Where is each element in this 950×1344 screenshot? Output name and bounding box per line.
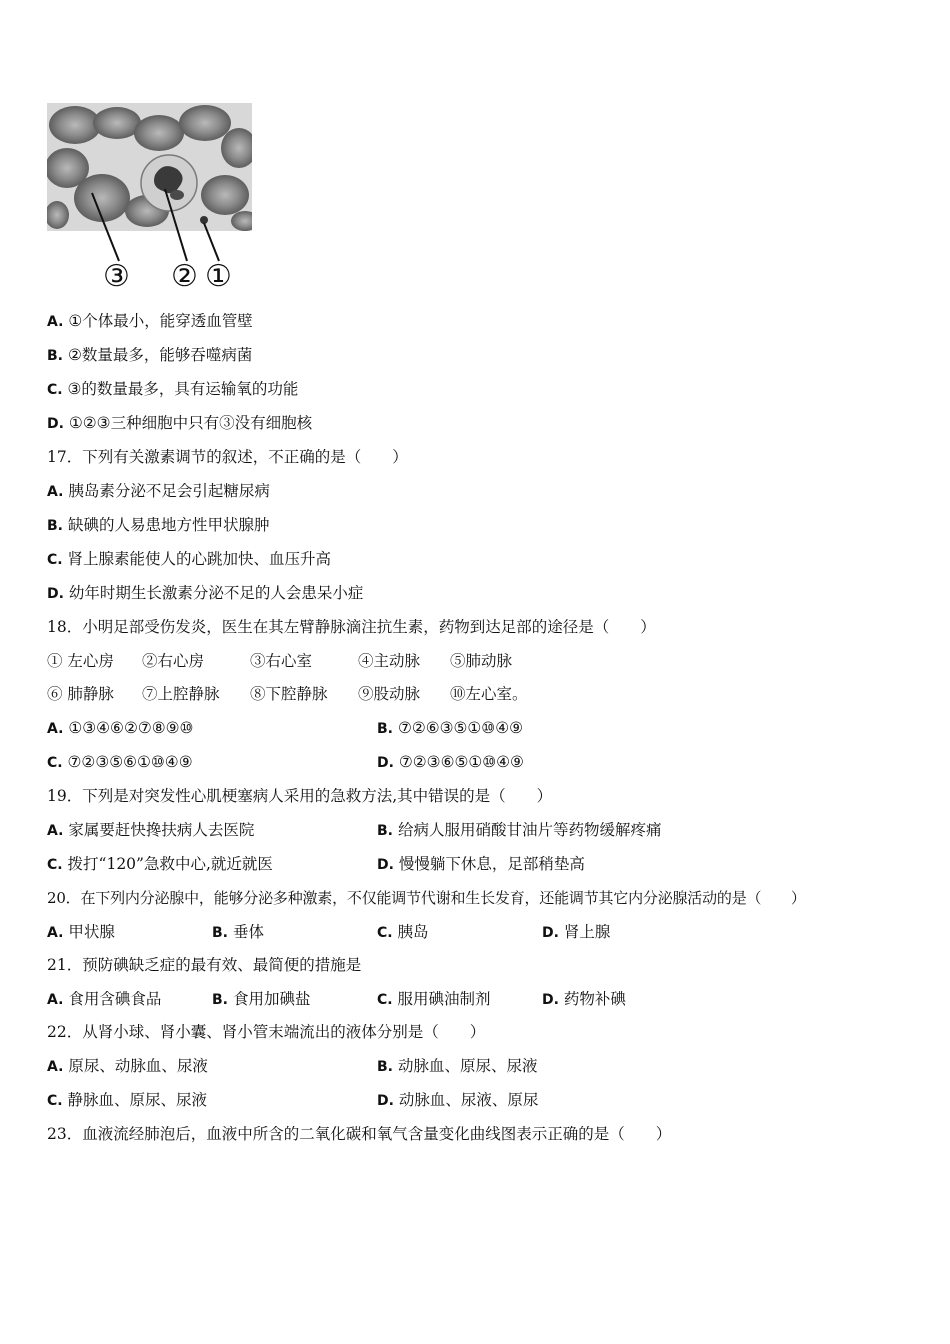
q21-stem: 21．预防碘缺乏症的最有效、最简便的措施是 [47,956,362,974]
q18-list-item: ⑤肺动脉 [450,652,513,670]
q22-stem: 22．从肾小球、肾小囊、肾小管末端流出的液体分别是（ ） [47,1023,486,1041]
q18-list-item: ⑥ 肺静脉 [47,685,114,703]
q19-option-a: A. 家属要赶快搀扶病人去医院 [47,821,255,839]
q18-list-item: ⑦上腔静脉 [142,685,220,703]
q17-option-a: A. 胰岛素分泌不足会引起糖尿病 [47,482,270,500]
blood-cell-figure [47,103,252,291]
q20-option-b: B. 垂体 [212,923,264,941]
q22-option-d: D. 动脉血、尿液、原尿 [377,1091,539,1109]
q18-list-item: ⑩左心室。 [450,685,528,703]
q22-option-c: C. 静脉血、原尿、尿液 [47,1091,208,1109]
q22-option-a: A. 原尿、动脉血、尿液 [47,1057,208,1075]
q21-option-d: D. 药物补碘 [542,990,626,1008]
figure-label-2: ② [171,259,198,291]
platelet [200,216,208,224]
q20-option-c: C. 胰岛 [377,923,429,941]
q19-option-c: C. 拨打“120”急救中心,就近就医 [47,855,273,873]
q16-option-b: B. ②数量最多，能够吞噬病菌 [47,346,253,364]
q20-option-a: A. 甲状腺 [47,923,115,941]
q18-list-item: ① 左心房 [47,652,114,670]
q18-list-item: ⑨股动脉 [358,685,421,703]
q21-option-a: A. 食用含碘食品 [47,990,162,1008]
q18-list-item: ②右心房 [142,652,205,670]
q18-stem: 18．小明足部受伤发炎，医生在其左臂静脉滴注抗生素，药物到达足部的途径是（ ） [47,618,656,636]
q20-stem: 20．在下列内分泌腺中，能够分泌多种激素，不仅能调节代谢和生长发育，还能调节其它内分泌腺活动的是（ ） [47,889,806,907]
figure-label-3: ③ [103,259,130,291]
q22-option-b: B. 动脉血、原尿、尿液 [377,1057,538,1075]
figure-label-1: ① [205,259,232,291]
q16-option-a: A. ①个体最小，能穿透血管壁 [47,312,253,330]
q19-stem: 19．下列是对突发性心肌梗塞病人采用的急救方法,其中错误的是（ ） [47,787,553,805]
q19-option-d: D. 慢慢躺下休息，足部稍垫高 [377,855,585,873]
q18-option-b: B. ⑦②⑥③⑤①⑩④⑨ [377,719,523,737]
q18-list-item: ④主动脉 [358,652,421,670]
q18-option-d: D. ⑦②③⑥⑤①⑩④⑨ [377,753,524,771]
q18-option-c: C. ⑦②③⑤⑥①⑩④⑨ [47,753,193,771]
q19-option-b: B. 给病人服用硝酸甘油片等药物缓解疼痛 [377,821,662,839]
q17-option-b: B. 缺碘的人易患地方性甲状腺肿 [47,516,270,534]
q18-list-item: ⑧下腔静脉 [250,685,328,703]
q23-stem: 23．血液流经肺泡后，血液中所含的二氧化碳和氧气含量变化曲线图表示正确的是（ ） [47,1125,672,1143]
q18-option-a: A. ①③④⑥②⑦⑧⑨⑩ [47,719,194,737]
q21-option-b: B. 食用加碘盐 [212,990,311,1008]
q17-option-d: D. 幼年时期生长激素分泌不足的人会患呆小症 [47,584,364,602]
q17-stem: 17．下列有关激素调节的叙述，不正确的是（ ） [47,448,408,466]
q20-option-d: D. 肾上腺 [542,923,611,941]
q16-option-c: C. ③的数量最多，具有运输氧的功能 [47,380,299,398]
q17-option-c: C. 肾上腺素能使人的心跳加快、血压升高 [47,550,332,568]
q18-list-item: ③右心室 [250,652,313,670]
q21-option-c: C. 服用碘油制剂 [377,990,491,1008]
q16-option-d: D. ①②③三种细胞中只有③没有细胞核 [47,414,313,432]
